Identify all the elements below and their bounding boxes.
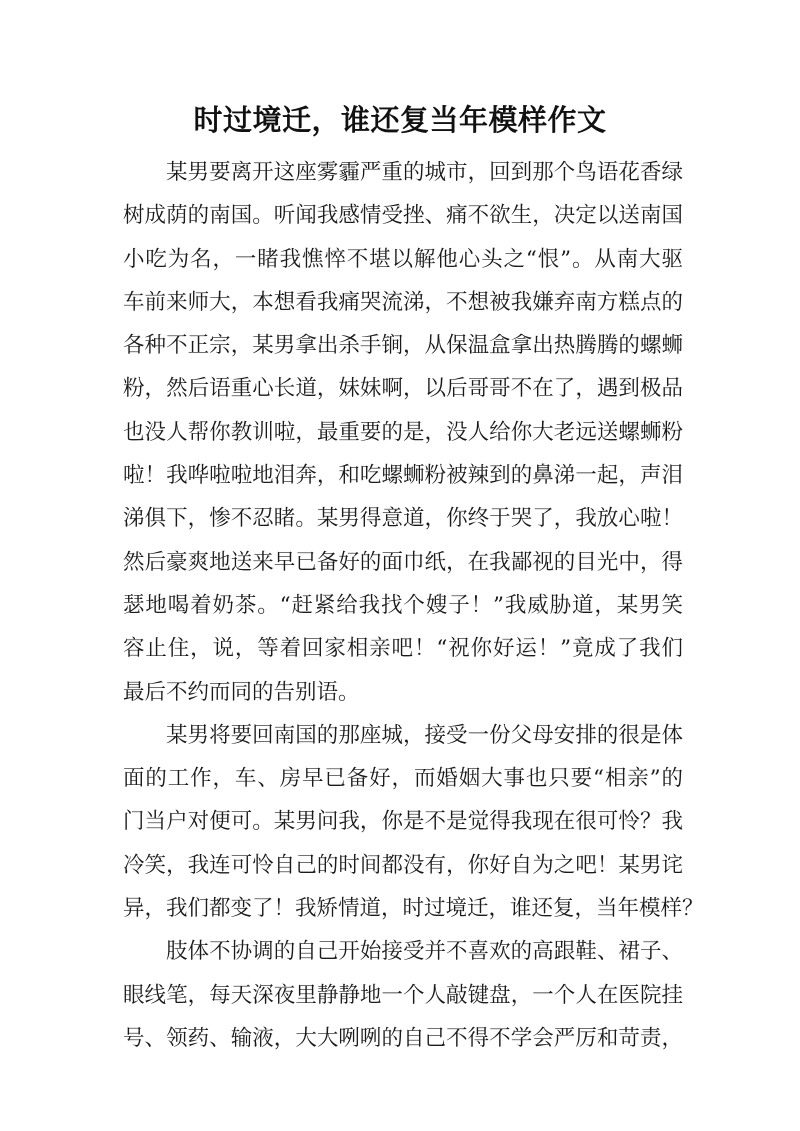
text-line: 面的工作，车、房早已备好，而婚姻大事也只要“相亲”的 xyxy=(123,766,683,792)
text-line: 某男将要回南国的那座城，接受一份父母安排的很是体 xyxy=(166,722,683,748)
text-line: 小吃为名，一睹我憔悴不堪以解他心头之“恨”。从南大驱 xyxy=(123,246,683,272)
text-line: 也没人帮你教训啦，最重要的是，没人给你大老远送螺蛳粉 xyxy=(123,419,683,445)
paragraph-1 xyxy=(123,151,683,714)
document-body xyxy=(123,151,704,1060)
text-line: 瑟地喝着奶茶。“赶紧给我找个嫂子！”我威胁道，某男笑 xyxy=(123,592,683,618)
text-line: 粉，然后语重心长道，妹妹啊，以后哥哥不在了，遇到极品 xyxy=(123,376,683,402)
text-line: 肢体不协调的自己开始接受并不喜欢的高跟鞋、裙子、 xyxy=(166,939,683,965)
text-line: 各种不正宗，某男拿出杀手锏，从保温盒拿出热腾腾的螺蛳 xyxy=(123,333,683,359)
text-line: 某男要离开这座雾霾严重的城市，回到那个鸟语花香绿 xyxy=(166,160,683,185)
text-line: 涕俱下，惨不忍睹。某男得意道，你终于哭了，我放心啦！ xyxy=(123,506,683,532)
paragraph-2 xyxy=(123,714,704,930)
paragraph-3 xyxy=(123,930,683,1060)
text-line: 号、领药、输液，大大咧咧的自己不得不学会严厉和苛责， xyxy=(123,1025,683,1051)
text-line: 树成荫的南国。听闻我感情受挫、痛不欲生，决定以送南国 xyxy=(123,203,683,229)
text-line: 眼线笔，每天深夜里静静地一个人敲键盘，一个人在医院挂 xyxy=(123,982,683,1008)
text-line: 最后不约而同的告别语。 xyxy=(123,679,360,705)
text-line: 然后豪爽地送来早已备好的面巾纸，在我鄙视的目光中，得 xyxy=(123,549,683,575)
document-title: 时过境迁，谁还复当年模样作文 xyxy=(193,103,607,137)
text-line: 异，我们都变了！我矫情道，时过境迁，谁还复，当年模样？ xyxy=(123,896,704,922)
text-line: 啦！我哗啦啦地泪奔，和吃螺蛳粉被辣到的鼻涕一起，声泪 xyxy=(123,463,683,489)
text-line: 容止住，说，等着回家相亲吧！“祝你好运！”竟成了我们 xyxy=(123,636,683,662)
text-line: 门当户对便可。某男问我，你是不是觉得我现在很可怜？我 xyxy=(123,809,683,835)
text-line: 冷笑，我连可怜自己的时间都没有，你好自为之吧！某男诧 xyxy=(123,852,683,878)
text-line: 车前来师大，本想看我痛哭流涕，不想被我嫌弃南方糕点的 xyxy=(123,289,683,315)
